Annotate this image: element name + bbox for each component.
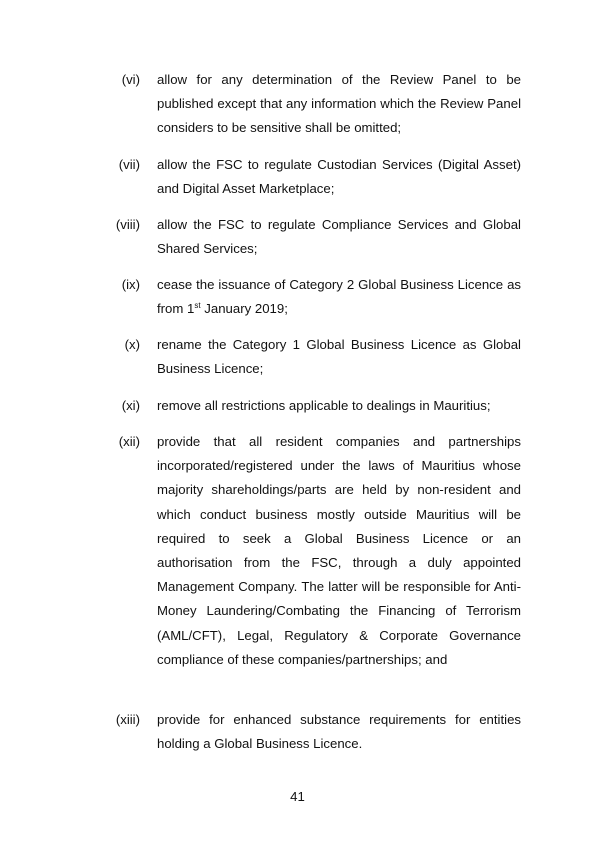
item-text: rename the Category 1 Global Business Licence as Global Business Licence; (157, 337, 521, 377)
item-number: (xii) (118, 434, 140, 449)
item-text-part: January 2019; (200, 301, 288, 317)
item-number: (xi) (121, 398, 140, 413)
ordinal-superscript: st (194, 301, 201, 311)
item-text (157, 273, 521, 321)
item-text: remove all restrictions applicable to dealings in Mauritius; (157, 398, 491, 413)
item-number: (viii) (115, 217, 140, 232)
item-text: allow the FSC to regulate Custodian Services (Digital Asset) and Digital Asset Marketplace; (157, 157, 521, 197)
item-number: (ix) (121, 277, 140, 292)
item-text: provide that all resident companies and partnerships incorporated/registered under the laws of Mauritius whose majority shareholdings/parts are held by non-resident and which conduct business mostly outside Mauritius will be required to seek a Global Business Licence or an authorisation from the FSC, through a duly appointed Management Company. The latter will be responsible for Anti-Money Laundering/Combating the Financing of Terrorism (AML/CFT), Legal, Regulatory & Corporate Governance compliance of these companies/partnerships; and (157, 434, 521, 667)
item-number: (xiii) (115, 712, 140, 727)
item-text: provide for enhanced substance requirements for entities holding a Global Business Licence. (157, 712, 521, 752)
page-number: 41 (290, 789, 305, 804)
item-text: allow the FSC to regulate Compliance Services and Global Shared Services; (157, 217, 521, 257)
item-text-part: cease the issuance of Category 2 Global Business Licence as from 1 (157, 277, 521, 317)
item-number: (x) (124, 337, 140, 352)
item-number: (vi) (121, 72, 140, 87)
item-text: allow for any determination of the Review Panel to be published except that any information which the Review Panel considers to be sensitive shall be omitted; (157, 72, 521, 136)
item-number: (vii) (118, 157, 140, 172)
